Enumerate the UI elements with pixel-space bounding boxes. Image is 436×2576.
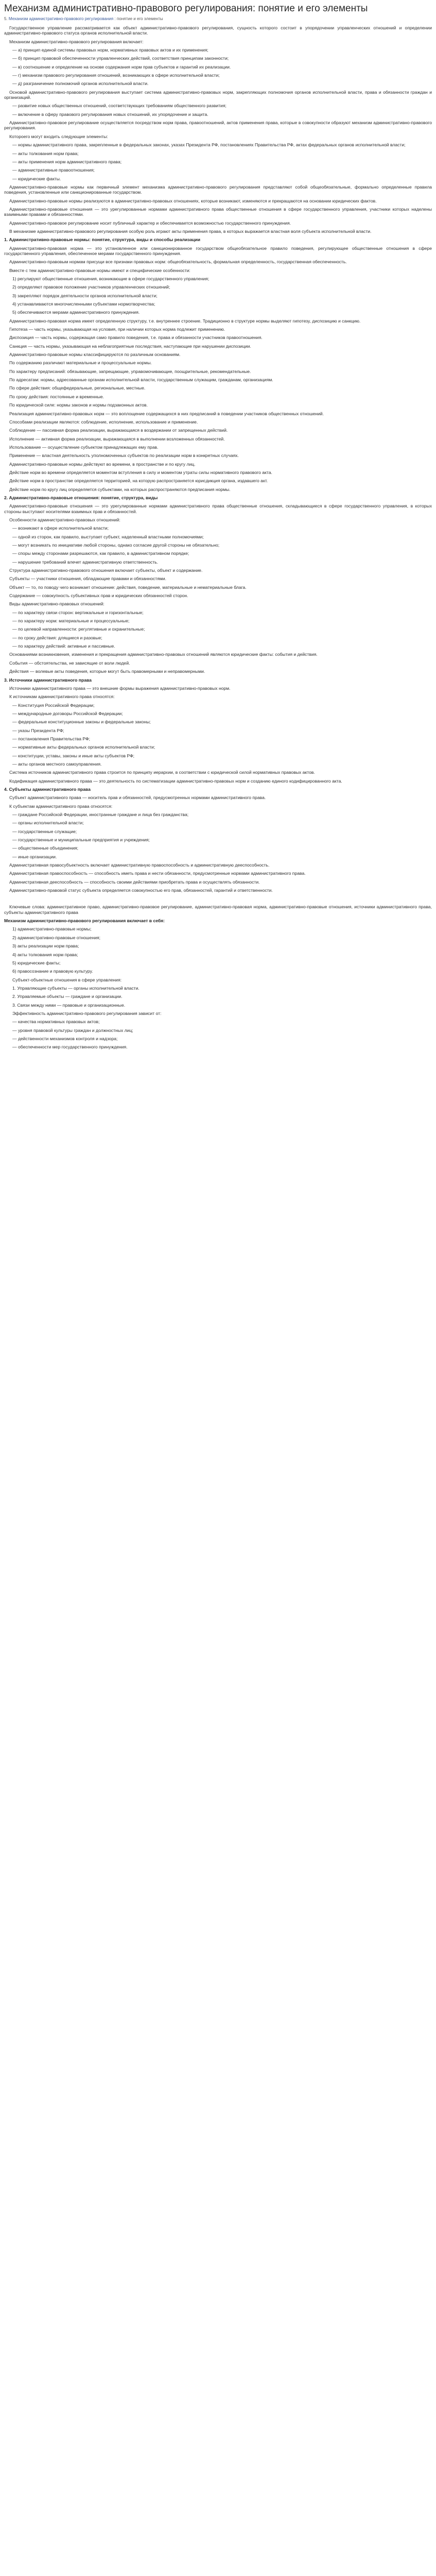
article-paragraph: Административно-правовые нормы действуют во времени, в пространстве и по кругу лиц. <box>9 461 196 467</box>
article-paragraph: — д) разграничение полномочий органов исполнительной власти. <box>12 81 149 87</box>
article-paragraph: — юридические факты. <box>12 176 61 181</box>
article-paragraph: — в) соотношение и определение на основе содержания норм прав субъектов и гарантий их реализации. <box>12 64 231 70</box>
article-paragraph: 4. Субъекты административного права <box>4 786 91 792</box>
summary-item: Субъект-объектные отношения в сфере управления: <box>12 977 122 982</box>
article-paragraph: — г) механизм правового регулирования отношений, возникающих в сфере исполнительной власти; <box>12 73 220 78</box>
summary-list <box>4 926 432 1049</box>
article-paragraph: 1) регулируют общественные отношения, возникающие в сфере государственного управления; <box>12 276 210 281</box>
article-paragraph: Административно-правовым нормам присущи все признаки правовых норм: общеобязательность, формальная определенность, государственная обеспеченность. <box>9 259 347 265</box>
article-paragraph: — споры между сторонами разрешаются, как правило, в административном порядке; <box>12 551 189 556</box>
article-paragraph: — нормативные акты федеральных органов исполнительной власти; <box>12 744 155 750</box>
article-paragraph: — по целевой направленности: регулятивные и охранительные; <box>12 626 145 632</box>
article-paragraph: — органы исполнительной власти; <box>12 820 84 826</box>
article-paragraph: К источникам административного права относятся: <box>9 694 115 700</box>
article-paragraph: 4) устанавливаются многочисленными субъектами нормотворчества; <box>12 301 155 307</box>
summary-item: 2) административно-правовые отношения; <box>12 935 101 940</box>
article-paragraph: Государственное управление рассматривается как объект административно-правового регулирования, сущность которого состоит в упорядочении управленческих отношений и определении административно-правового статуса органов исполнительной власти. <box>4 25 432 36</box>
breadcrumb-current: понятие и его элементы <box>116 16 163 21</box>
breadcrumb-section-link[interactable]: Механизм административно-правового регулирования <box>8 16 114 21</box>
summary-item: 6) правосознание и правовую культуру. <box>12 969 93 974</box>
article-paragraph: Вместе с тем административно-правовые нормы имеют и специфические особенности: <box>9 267 190 273</box>
article-paragraph: События — обстоятельства, не зависящие от воли людей. <box>9 660 130 666</box>
article-paragraph: — по характеру действий: активные и пассивные. <box>12 643 115 649</box>
article-paragraph: Источники административного права — это внешние формы выражения административно-правовых норм. <box>9 685 231 691</box>
article-paragraph: Административно-правовые нормы классифицируются по различным основаниям. <box>9 352 181 358</box>
article-paragraph: Административно-правовая норма — это установленное или санкционированное государством общеобязательное правило поведения, регулирующее общественные отношения в сфере государственного управления, обеспеченное мерами государственного принуждения. <box>4 245 432 256</box>
article-paragraph: Диспозиция — часть нормы, содержащая само правило поведения, т.е. права и обязанности участников правоотношения. <box>9 335 263 341</box>
article-paragraph: — акты толкования норм права; <box>12 150 79 156</box>
breadcrumb-number: 5. <box>4 16 8 21</box>
article-paragraph: Содержание — совокупность субъективных прав и юридических обязанностей сторон. <box>9 593 188 599</box>
article-paragraph: Кодификация административного права — это деятельность по систематизации административно-правовых норм и созданию единого кодифицированного акта. <box>9 778 342 784</box>
page-title: Механизм административно-правового регулирования: понятие и его элементы <box>4 3 368 14</box>
article-paragraph: По юридической силе: нормы законов и нормы подзаконных актов. <box>9 402 148 408</box>
article-paragraph: Система источников административного права строится по принципу иерархии, в соответствии с юридической силой нормативных правовых актов. <box>9 770 315 775</box>
article-paragraph: Структура административно-правового отношения включает субъекты, объект и содержание. <box>9 568 203 573</box>
breadcrumb <box>4 16 432 21</box>
article-paragraph: — б) принцип правовой обеспеченности управленческих действий, соответствия принципам законности; <box>12 56 229 61</box>
article-paragraph: — одной из сторон, как правило, выступает субъект, наделенный властными полномочиями; <box>12 534 204 539</box>
summary-item: 2. Управляемые объекты — граждане и организации. <box>12 994 123 999</box>
article-paragraph: Административно-правовые отношения — это урегулированные нормами административного права общественные отношения в сфере государственного управления, участники которых наделены взаимными правами и обязанностями. <box>4 206 432 217</box>
article-paragraph: — федеральные конституционные законы и федеральные законы; <box>12 719 151 725</box>
article-paragraph: — конституции, уставы, законы и иные акты субъектов РФ; <box>12 753 134 758</box>
tags-label: Ключевые слова: <box>9 904 46 910</box>
article-paragraph: Особенности административно-правовых отношений: <box>9 517 120 522</box>
article-paragraph: Субъекты — участники отношения, обладающие правами и обязанностями. <box>9 576 166 582</box>
article-paragraph: В механизме административно-правового регулирования особую роль играют акты применения права, в которых выражается властная воля субъекта исполнительной власти. <box>9 228 372 234</box>
article-paragraph: — Конституция Российской Федерации; <box>12 702 95 708</box>
summary-item: — действенности механизмов контроля и надзора; <box>12 1036 118 1041</box>
article-paragraph: — международные договоры Российской Федерации; <box>12 710 123 716</box>
summary-item: — качества нормативных правовых актов; <box>12 1019 100 1025</box>
article-paragraph: — государственные служащие; <box>12 828 77 834</box>
article-paragraph: 5) обеспечиваются мерами административного принуждения. <box>12 310 140 315</box>
summary-item: 5) юридические факты; <box>12 960 61 965</box>
breadcrumb-separator: : <box>114 16 116 21</box>
article-paragraph: — государственные и муниципальные предприятия и учреждения; <box>12 837 150 843</box>
article-paragraph: 2) определяют правовое положение участников управленческих отношений; <box>12 284 170 290</box>
article-paragraph: — граждане Российской Федерации, иностранные граждане и лица без гражданства; <box>12 812 189 817</box>
article-paragraph: — нормы административного права, закрепленные в федеральных законах, указах Президента РФ, постановлениях Правительства РФ, актах федеральных органов исполнительной власти; <box>12 142 406 148</box>
article-paragraph: Административная правоспособность — способность иметь права и нести обязанности, предусмотренные нормами административного права. <box>9 871 306 876</box>
article-paragraph: Механизм административно-правового регулирования включает: <box>9 39 144 44</box>
summary-item: 4) акты толкования норм права; <box>12 952 78 957</box>
article-paragraph: Действие норм по кругу лиц определяется субъектами, на которых распространяются предписания нормы. <box>9 486 231 492</box>
article-paragraph: Действия — волевые акты поведения, которые могут быть правомерными и неправомерными. <box>9 669 205 674</box>
article-paragraph: Административно-правовые отношения — это урегулированные нормами административного права общественные отношения, складывающиеся в сфере государственного управления, в которых стороны выступают носителями взаимных прав и обязанностей. <box>4 503 432 514</box>
summary-item: 1. Управляющие субъекты — органы исполнительной власти. <box>12 985 139 991</box>
article-paragraph: Гипотеза — часть нормы, указывающая на условия, при наличии которых норма подлежит применению. <box>9 327 225 332</box>
article-paragraph: Административно-правовое регулирование носит публичный характер и обеспечивается возможностью государственного принуждения. <box>9 220 291 226</box>
article-paragraph: По характеру предписаний: обязывающие, запрещающие, управомочивающие, поощрительные, рекомендательные. <box>9 368 251 374</box>
article-paragraph: — нарушение требований влечет административную ответственность. <box>12 559 159 565</box>
article-paragraph: — включение в сферу правового регулирования новых отношений, их упорядочение и защита. <box>12 111 208 117</box>
article-paragraph: Котороего могут входить следующие элементы: <box>9 133 108 139</box>
article-paragraph: Использование — осуществление субъектом принадлежащих ему прав. <box>9 444 159 450</box>
article-tags <box>4 904 432 923</box>
article-paragraph: — развитие новых общественных отношений, соответствующих требованиям общественного развития; <box>12 103 226 109</box>
article-paragraph: 2. Административно-правовые отношения: понятие, структура, виды <box>4 495 158 500</box>
article-body <box>4 25 432 893</box>
article-paragraph: — указы Президента РФ; <box>12 727 64 733</box>
article-paragraph: По адресатам: нормы, адресованные органам исполнительной власти, государственным служащим, гражданам, организациям. <box>9 377 273 383</box>
article-paragraph: — могут возникать по инициативе любой стороны, однако согласие другой стороны не обязательно; <box>12 543 220 548</box>
article-paragraph: — по характеру норм: материальные и процессуальные; <box>12 618 130 624</box>
article-paragraph: Основаниями возникновения, изменения и прекращения административно-правовых отношений являются юридические факты: события и действия. <box>9 652 318 657</box>
article-paragraph: Субъект административного права — носитель прав и обязанностей, предусмотренных нормами административного права. <box>9 795 266 801</box>
summary-item: 3. Связи между ними — правовые и организационные. <box>12 1002 126 1008</box>
article-paragraph: Способами реализации являются: соблюдение, исполнение, использование и применение. <box>9 419 198 425</box>
article-paragraph: Административная правосубъектность включает административную правоспособность и административную дееспособность. <box>9 862 270 868</box>
summary-item: — обеспеченности мер государственного принуждения. <box>12 1044 128 1050</box>
article-paragraph: К субъектам административного права относятся: <box>9 803 113 809</box>
article-paragraph: Действие норм в пространстве определяется территорией, на которую распространяется юрисдикция органа, издавшего акт. <box>9 478 268 484</box>
article-paragraph: Применение — властная деятельность уполномоченных субъектов по реализации норм в конкретных случаях. <box>9 453 239 459</box>
tags-text: административное право, административно-правовое регулирование, административно-правовая норма, административно-правовые отношения, источники административного права, субъекты административного права <box>4 904 432 915</box>
article-paragraph: Административно-правовой статус субъекта определяется совокупностью его прав, обязанностей, гарантий и ответственности. <box>9 888 273 893</box>
article-paragraph: Административно-правовая норма имеет определенную структуру, т.е. внутреннее строение. Традиционно в структуре нормы выделяют гипотезу, диспозицию и санкцию. <box>9 318 361 324</box>
article-paragraph: 1. Административно-правовые нормы: понятие, структура, виды и способы реализации <box>4 237 201 243</box>
article-paragraph: — иные организации. <box>12 854 57 859</box>
article-paragraph: По сроку действия: постоянные и временные. <box>9 394 104 399</box>
article-paragraph: Основой административно-правового регулирования выступает система административно-правовых норм, закрепляющих полномочия органов исполнительной власти, права и обязанности граждан и организаций. <box>4 89 432 100</box>
article-paragraph: Административная дееспособность — способность своими действиями приобретать права и осуществлять обязанности. <box>9 879 260 885</box>
article-paragraph: По содержанию различают материальные и процессуальные нормы. <box>9 360 152 366</box>
article-paragraph: По сфере действия: общефедеральные, региональные, местные. <box>9 385 146 391</box>
article-paragraph: Действие норм во времени определяется моментом вступления в силу и моментом утраты силы нормативного правового акта. <box>9 469 272 475</box>
article-paragraph: 3. Источники административного права <box>4 677 92 683</box>
summary-item: Эффективность административно-правового регулирования зависит от: <box>12 1010 162 1016</box>
article-paragraph: Санкция — часть нормы, указывающая на неблагоприятные последствия, наступающие при нарушении диспозиции. <box>9 343 251 349</box>
article-paragraph: Административно-правовые нормы реализуются в административно-правовых отношениях, которые возникают, изменяются и прекращаются на основании юридических фактов. <box>9 198 377 204</box>
article-paragraph: — по сроку действия: длящиеся и разовые; <box>12 635 102 640</box>
article-paragraph: — акты органов местного самоуправления. <box>12 761 102 767</box>
article-paragraph: — по характеру связи сторон: вертикальные и горизонтальные; <box>12 609 144 615</box>
summary-item: 1) административно-правовые нормы; <box>12 926 92 932</box>
article-paragraph: Виды административно-правовых отношений: <box>9 601 104 607</box>
summary-item: 3) акты реализации норм права; <box>12 943 79 949</box>
article-paragraph: — общественные объединения; <box>12 845 79 851</box>
article-paragraph: Административно-правовое регулирование осуществляется посредством норм права, правоотношений, актов применения права, которые в совокупности образуют механизм административно-правового регулирования. <box>4 120 432 131</box>
article-paragraph: Административно-правовые нормы как первичный элемент механизма административно-правового регулирования представляют собой общеобязательные, формально определенные правила поведения, установленные или санкционированные государством. <box>4 184 432 195</box>
summary-item: — уровня правовой культуры граждан и должностных лиц; <box>12 1027 133 1033</box>
article-paragraph: — возникают в сфере исполнительной власти; <box>12 526 109 531</box>
article-paragraph: — административные правоотношения; <box>12 167 95 173</box>
summary-heading: Механизм административно-правового регулирования включает в себя: <box>4 918 165 924</box>
article-paragraph: Объект — то, по поводу чего возникает отношение: действия, поведение, материальные и нематериальные блага. <box>9 584 247 590</box>
article-paragraph: — а) принцип единой системы правовых норм, нормативных правовых актов и их применения; <box>12 47 208 53</box>
article-paragraph: Исполнение — активная форма реализации, выражающаяся в выполнении возложенных обязанностей. <box>9 436 225 442</box>
article-paragraph: — акты применения норм административного права; <box>12 159 122 164</box>
article-paragraph: Соблюдение — пассивная форма реализации, выражающаяся в воздержании от запрещенных действий. <box>9 428 228 433</box>
article-paragraph: — постановления Правительства РФ; <box>12 736 90 741</box>
article-paragraph: Реализация административно-правовых норм — это воплощение содержащихся в них предписаний в поведении участников общественных отношений. <box>9 411 324 416</box>
article-paragraph: 3) закрепляют порядок деятельности органов исполнительной власти; <box>12 293 158 298</box>
